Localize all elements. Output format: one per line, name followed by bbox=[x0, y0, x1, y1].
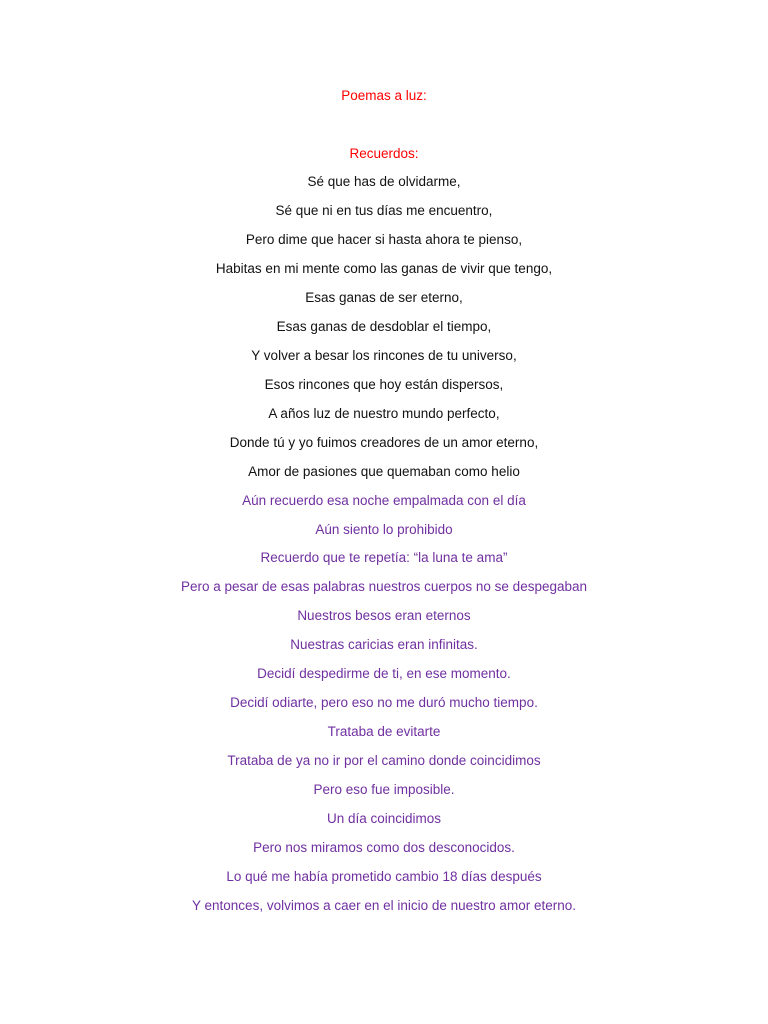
poem-line: Amor de pasiones que quemaban como helio bbox=[248, 464, 520, 479]
poem-line: Pero eso fue imposible. bbox=[313, 782, 455, 797]
poem-line: Esas ganas de desdoblar el tiempo, bbox=[276, 319, 492, 334]
poem-line: Y volver a besar los rincones de tu universo, bbox=[251, 348, 517, 363]
poem-line: Aún siento lo prohibido bbox=[315, 522, 453, 537]
poem-line: Aún recuerdo esa noche empalmada con el día bbox=[242, 493, 526, 508]
poem-line: Lo qué me había prometido cambio 18 días después bbox=[226, 869, 542, 884]
poem-line: Decidí despedirme de ti, en ese momento. bbox=[257, 666, 511, 681]
poem-line: Nuestros besos eran eternos bbox=[297, 608, 471, 623]
poem-line: Un día coincidimos bbox=[326, 811, 442, 826]
poem-line: Habitas en mi mente como las ganas de vivir que tengo, bbox=[215, 261, 553, 276]
poem-line: A años luz de nuestro mundo perfecto, bbox=[268, 406, 500, 421]
poem-line: Pero dime que hacer si hasta ahora te pienso, bbox=[245, 232, 523, 247]
poem-title: Recuerdos: bbox=[349, 146, 419, 161]
poem-line: Sé que has de olvidarme, bbox=[307, 174, 461, 189]
poem-line: Trataba de ya no ir por el camino donde coincidimos bbox=[227, 753, 541, 768]
poem-line: Donde tú y yo fuimos creadores de un amor eterno, bbox=[229, 435, 539, 450]
poem-line: Esos rincones que hoy están dispersos, bbox=[264, 377, 504, 392]
poem-line: Esas ganas de ser eterno, bbox=[305, 290, 463, 305]
poem-line: Pero a pesar de esas palabras nuestros cuerpos no se despegaban bbox=[180, 579, 588, 594]
document-title: Poemas a luz: bbox=[341, 88, 427, 103]
poem-line: Y entonces, volvimos a caer en el inicio de nuestro amor eterno. bbox=[192, 898, 576, 913]
poem-line: Sé que ni en tus días me encuentro, bbox=[275, 203, 493, 218]
poem-line: Trataba de evitarte bbox=[327, 724, 441, 739]
poem-line: Recuerdo que te repetía: “la luna te ama” bbox=[260, 550, 508, 565]
poem-line: Decidí odiarte, pero eso no me duró mucho tiempo. bbox=[230, 695, 538, 710]
poem-line: Pero nos miramos como dos desconocidos. bbox=[253, 840, 515, 855]
poem-line: Nuestras caricias eran infinitas. bbox=[290, 637, 478, 652]
